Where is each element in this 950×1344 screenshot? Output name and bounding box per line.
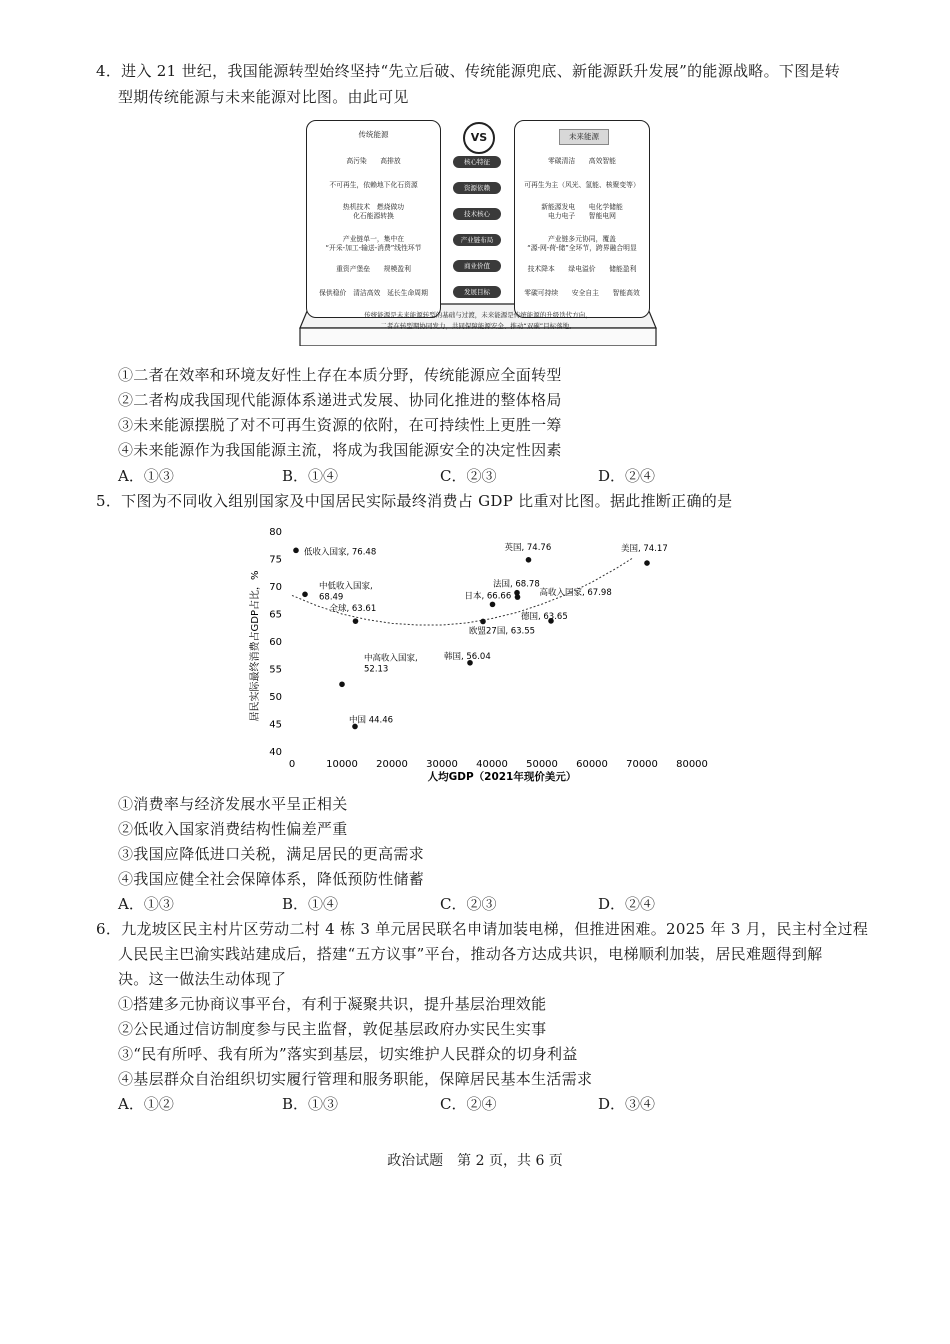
q6-option-4: ④基层群众自治组织切实履行管理和服务职能，保障居民基本生活需求 xyxy=(118,1070,593,1088)
right-cell-4: 产业链多元协同，覆盖 “源-网-荷-储”全环节，跨界融合明显 xyxy=(527,235,637,252)
data-point xyxy=(480,619,486,625)
point-label: 欧盟27国, 63.55 xyxy=(469,626,536,637)
x-tick-label: 40000 xyxy=(476,759,508,770)
right-cell-6: 零碳可持续 安全自主 智能高效 xyxy=(524,289,640,297)
q6-choice-b[interactable]: B．①③ xyxy=(282,1095,339,1113)
q4-option-4: ④未来能源作为我国能源主流，将成为我国能源安全的决定性因素 xyxy=(118,441,562,459)
q5-option-3: ③我国应降低进口关税，满足居民的更高需求 xyxy=(118,845,425,863)
q6-option-2: ②公民通过信访制度参与民主监督，敦促基层政府办实民生实事 xyxy=(118,1020,547,1038)
q4-option-1: ①二者在效率和环境友好性上存在本质分野，传统能源应全面转型 xyxy=(118,366,562,384)
consumption-gdp-scatter-chart xyxy=(236,518,716,790)
q5-choice-c[interactable]: C．②③ xyxy=(440,895,497,913)
y-tick-label: 75 xyxy=(269,554,282,566)
point-label: 韩国, 56.04 xyxy=(444,651,491,662)
point-label: 英国, 74.76 xyxy=(504,542,552,553)
dimension-4: 产业链布局 xyxy=(453,234,501,246)
y-tick-label: 70 xyxy=(269,582,282,593)
x-tick-label: 50000 xyxy=(526,759,558,770)
page-footer: 政治试题 第 2 页，共 6 页 xyxy=(387,1153,563,1169)
dimension-1: 核心特征 xyxy=(453,156,501,168)
vs-badge: VS xyxy=(463,122,495,154)
data-point xyxy=(490,602,496,608)
left-cell-1: 高污染 高排放 xyxy=(346,157,401,165)
q4-stem-line1: 4．进入 21 世纪，我国能源转型始终坚持“先立后破、传统能源兜底、新能源跃升发展”的能源战略。下图是转 xyxy=(96,62,841,80)
x-axis-label: 人均GDP（2021年现价美元） xyxy=(427,771,577,783)
q4-choice-c[interactable]: C．②③ xyxy=(440,467,497,485)
data-point xyxy=(339,681,345,687)
traditional-energy-panel xyxy=(306,120,441,318)
point-label: 低收入国家, 76.48 xyxy=(304,547,377,558)
x-tick-label: 80000 xyxy=(676,759,708,770)
q5-choice-d[interactable]: D．②④ xyxy=(598,895,656,913)
q4-option-3: ③未来能源摆脱了对不可再生资源的依附，在可持续性上更胜一筹 xyxy=(118,416,562,434)
data-point xyxy=(302,592,308,598)
q5-option-1: ①消费率与经济发展水平呈正相关 xyxy=(118,795,348,813)
q5-option-2: ②低收入国家消费结构性偏差严重 xyxy=(118,820,348,838)
left-cell-6: 保供稳价 清洁高效 延长生命周期 xyxy=(319,289,428,297)
left-cell-3: 热机技术 燃烧做功 化石能源转换 xyxy=(342,203,405,220)
point-label: 中高收入国家, xyxy=(364,653,418,664)
y-tick-label: 60 xyxy=(269,637,282,648)
y-tick-label: 50 xyxy=(269,692,282,703)
q6-choice-a[interactable]: A．①② xyxy=(118,1095,174,1113)
q6-stem-line1: 6．九龙坡区民主村片区劳动二村 4 栋 3 单元居民联名申请加装电梯，但推进困难。2025 年 3 月，民主村全过程 xyxy=(96,920,869,938)
y-axis-label: 居民实际最终消费占GDP占比，% xyxy=(250,570,261,722)
point-label: 68.49 xyxy=(319,592,344,603)
data-point xyxy=(644,560,650,566)
data-point xyxy=(353,618,359,624)
q4-choice-b[interactable]: B．①④ xyxy=(282,467,339,485)
y-tick-label: 65 xyxy=(269,609,282,621)
x-tick-label: 60000 xyxy=(576,759,608,770)
q5-choice-a[interactable]: A．①③ xyxy=(118,895,174,913)
x-tick-label: 20000 xyxy=(376,759,408,770)
point-label: 中低收入国家, xyxy=(319,581,373,592)
data-point xyxy=(526,557,532,563)
right-cell-1: 零碳清洁 高效智能 xyxy=(548,157,616,165)
traditional-energy-title: 传统能源 xyxy=(358,130,389,139)
q4-option-2: ②二者构成我国现代能源体系递进式发展、协同化推进的整体格局 xyxy=(118,391,562,409)
future-energy-title: 未来能源 xyxy=(559,129,609,145)
q6-choice-c[interactable]: C．②④ xyxy=(440,1095,497,1113)
y-tick-label: 40 xyxy=(269,747,282,758)
x-tick-label: 70000 xyxy=(626,759,658,770)
left-cell-5: 重资产堡垒 规模盈利 xyxy=(336,265,411,273)
point-label: 全球, 63.61 xyxy=(329,604,377,615)
right-cell-2: 可再生为主（风光、氢能、核聚变等） xyxy=(524,181,640,189)
q6-stem-line2: 人民民主巴渝实践站建成后，搭建“五方议事”平台，推动各方达成共识，电梯顺利加装，居民难题得到解 xyxy=(118,945,823,963)
x-tick-label: 30000 xyxy=(426,759,458,770)
point-label: 高收入国家, 67.98 xyxy=(539,588,612,599)
q6-stem-line3: 决。这一做法生动体现了 xyxy=(118,970,287,988)
q5-choice-b[interactable]: B．①④ xyxy=(282,895,339,913)
point-label: 中国 44.46 xyxy=(349,715,394,726)
future-energy-panel xyxy=(514,120,650,318)
q5-option-4: ④我国应健全社会保障体系，降低预防性储蓄 xyxy=(118,870,425,888)
q4-stem-line2: 型期传统能源与未来能源对比图。由此可见 xyxy=(118,88,409,106)
q6-option-3: ③“民有所呼、我有所为”落实到基层，切实维护人民群众的切身利益 xyxy=(118,1045,578,1063)
point-label: 美国, 74.17 xyxy=(621,544,668,555)
x-tick-label: 10000 xyxy=(326,759,358,770)
right-cell-3: 新能源发电 电化学储能 电力电子 智能电网 xyxy=(541,203,623,220)
right-cell-5: 技术降本 绿电溢价 储能盈利 xyxy=(527,265,637,273)
dimension-3: 技术核心 xyxy=(453,208,501,220)
q5-stem: 5．下图为不同收入组别国家及中国居民实际最终消费占 GDP 比重对比图。据此推断正确的是 xyxy=(96,492,733,510)
diagram-footer-line1: 传统能源是未来能源转型的基础与过渡，未来能源是传统能源的升级迭代方向， xyxy=(364,311,592,319)
point-label: 德国, 63.65 xyxy=(521,611,568,622)
q6-option-1: ①搭建多元协商议事平台，有利于凝聚共识，提升基层治理效能 xyxy=(118,995,547,1013)
dimension-2: 资源依赖 xyxy=(453,182,501,194)
point-label: 日本, 66.66 xyxy=(464,591,512,602)
point-label: 52.13 xyxy=(364,664,389,675)
point-label: 法国, 68.78 xyxy=(493,579,540,590)
diagram-footer-line2: 二者在转型期协同发力，共同保障能源安全、推动“双碳”目标落地。 xyxy=(380,322,576,330)
left-cell-2: 不可再生，依赖地下化石资源 xyxy=(329,181,418,189)
left-cell-4: 产业链单一，集中在 “开采-加工-输送-消费”线性环节 xyxy=(325,235,422,252)
q4-choice-d[interactable]: D．②④ xyxy=(598,467,656,485)
q6-choice-d[interactable]: D．③④ xyxy=(598,1095,656,1113)
data-point xyxy=(293,548,299,554)
energy-comparison-diagram xyxy=(298,114,658,346)
dimension-6: 发展目标 xyxy=(453,286,501,298)
y-tick-label: 55 xyxy=(269,664,282,676)
dimension-5: 商业价值 xyxy=(453,260,501,272)
y-tick-label: 80 xyxy=(269,527,282,538)
x-tick-label: 0 xyxy=(288,759,296,770)
q4-choice-a[interactable]: A．①③ xyxy=(118,467,174,485)
data-point xyxy=(515,594,521,600)
y-tick-label: 45 xyxy=(269,719,282,731)
